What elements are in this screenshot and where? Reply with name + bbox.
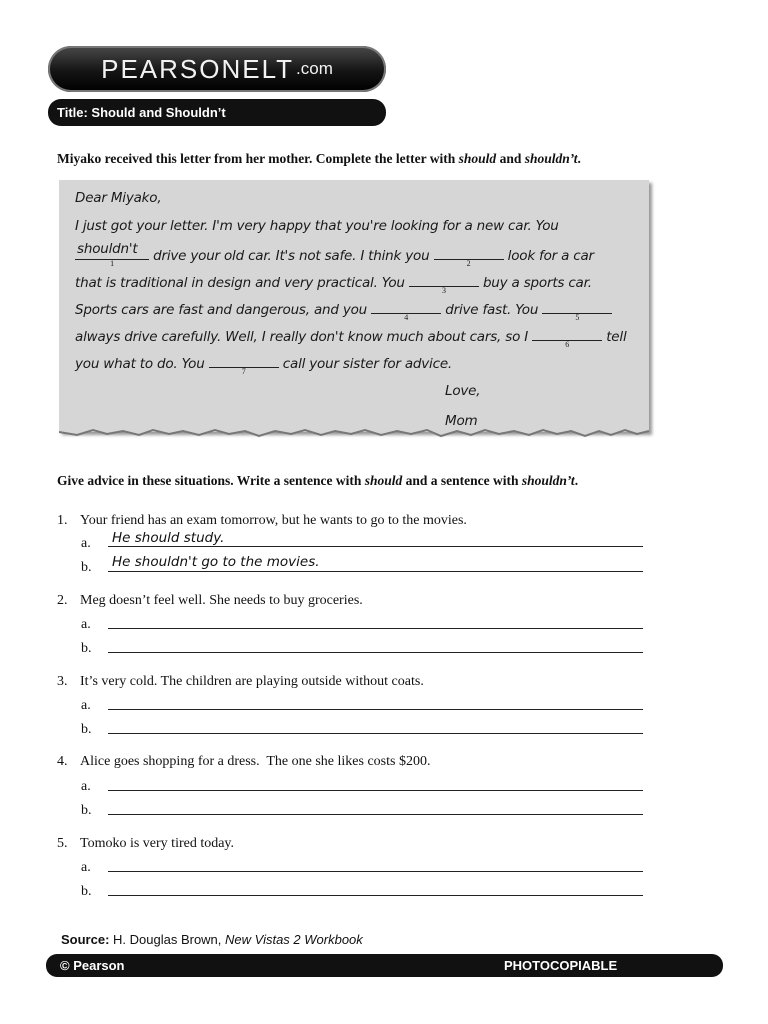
logo-suffix: .com <box>296 59 333 78</box>
worksheet-title: Title: Should and Shouldn’t <box>48 99 386 126</box>
answer-line-5a[interactable] <box>108 871 643 872</box>
option-label: b. <box>81 641 92 656</box>
answer-1a: He should study. <box>112 530 225 546</box>
letter-closing: Love, <box>445 383 481 399</box>
answer-line-2a[interactable] <box>108 628 643 629</box>
photocopiable-label: PHOTOCOPIABLE <box>504 958 618 973</box>
answer-line-2b[interactable] <box>108 652 643 653</box>
option-label: a. <box>81 698 91 713</box>
advice-instruction: Give advice in these situations. Write a sentence with should and a sentence with shouldn’t. <box>57 473 579 488</box>
option-label: a. <box>81 779 91 794</box>
option-label: b. <box>81 884 92 899</box>
answer-line-5b[interactable] <box>108 895 643 896</box>
logo-brand: PEARSONELT <box>101 53 295 84</box>
answer-line-1b[interactable] <box>108 571 643 572</box>
answer-line-4b[interactable] <box>108 814 643 815</box>
pearson-logo <box>48 46 386 92</box>
letter-signature: Mom <box>445 413 478 429</box>
word-should: should <box>458 151 497 166</box>
letter-line-2: shouldn't 1 drive your old car. It's not safe. I think you 2 look for a car <box>77 241 594 268</box>
question-4: 4. Alice goes shopping for a dress. The one she likes costs $200. <box>57 754 431 769</box>
option-label: b. <box>81 803 92 818</box>
option-label: a. <box>81 536 91 551</box>
option-label: b. <box>81 560 92 575</box>
blank-3[interactable]: 3 <box>409 272 479 287</box>
letter-line-5: always drive carefully. Well, I really don't know much about cars, so I 6 tell <box>75 326 627 345</box>
answer-line-3b[interactable] <box>108 733 643 734</box>
letter-line-1: I just got your letter. I'm very happy that you're looking for a new car. You <box>75 218 559 234</box>
blank-2[interactable]: 2 <box>434 245 504 260</box>
answer-line-1a[interactable] <box>108 546 643 547</box>
blank-6[interactable]: 6 <box>532 326 602 341</box>
letter-line-4: Sports cars are fast and dangerous, and you 4 drive fast. You 5 <box>75 299 612 318</box>
answer-line-3a[interactable] <box>108 709 643 710</box>
question-1: 1. Your friend has an exam tomorrow, but he wants to go to the movies. <box>57 513 467 528</box>
torn-paper-edge <box>59 425 652 441</box>
word-shouldnt: shouldn’t <box>524 151 578 166</box>
option-label: b. <box>81 722 92 737</box>
blank-7[interactable]: 7 <box>209 353 279 368</box>
blank-1-answer: shouldn't <box>77 241 138 257</box>
letter-line-6: you what to do. You 7 call your sister for advice. <box>75 353 452 372</box>
option-label: a. <box>81 617 91 632</box>
letter-greeting: Dear Miyako, <box>75 190 162 206</box>
option-label: a. <box>81 860 91 875</box>
word-shouldnt: shouldn’t <box>521 473 575 488</box>
question-5: 5. Tomoko is very tired today. <box>57 836 235 851</box>
question-3: 3. It’s very cold. The children are playing outside without coats. <box>57 674 424 689</box>
blank-5[interactable]: 5 <box>542 299 612 314</box>
letter-line-3: that is traditional in design and very practical. You 3 buy a sports car. <box>75 272 592 291</box>
source-citation: Source: H. Douglas Brown, New Vistas 2 Workbook <box>61 932 363 947</box>
letter-instruction: Miyako received this letter from her mother. Complete the letter with should and shouldn’t. <box>57 151 581 166</box>
copyright: © Pearson <box>60 958 125 973</box>
footer-bar <box>46 954 723 977</box>
answer-line-4a[interactable] <box>108 790 643 791</box>
answer-1b: He shouldn't go to the movies. <box>112 554 320 570</box>
blank-4[interactable]: 4 <box>371 299 441 314</box>
word-should: should <box>364 473 403 488</box>
blank-1: shouldn't 1 <box>75 245 149 260</box>
question-2: 2. Meg doesn’t feel well. She needs to buy groceries. <box>57 593 363 608</box>
